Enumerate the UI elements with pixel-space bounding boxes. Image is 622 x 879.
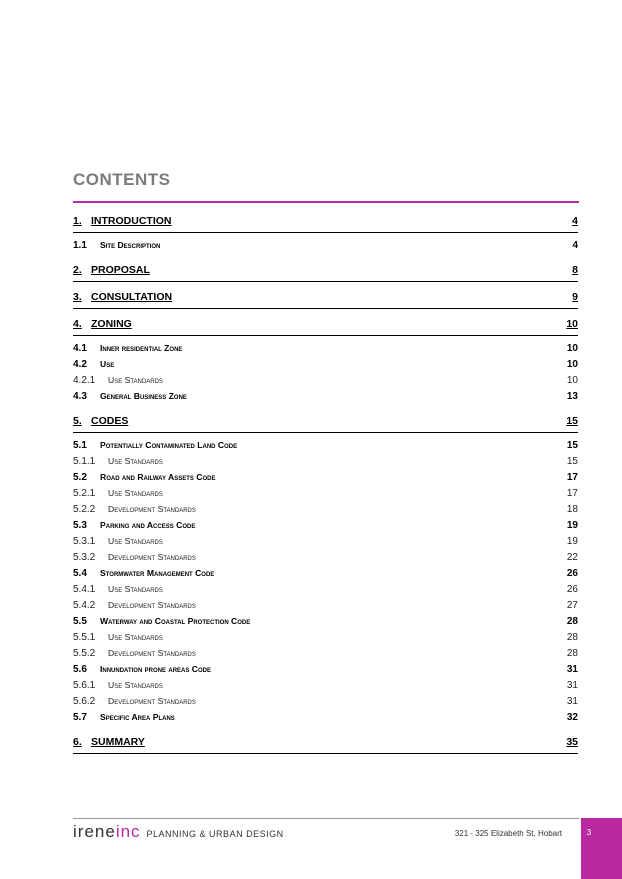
toc-entry-number: 5.2.1 — [73, 488, 96, 499]
toc-entry-title — [73, 581, 163, 598]
toc-entry[interactable] — [73, 259, 578, 282]
toc-entry-text: Use Standards — [108, 456, 163, 466]
toc-entry-page: 15 — [566, 440, 578, 451]
toc-entry-text: Use Standards — [108, 680, 163, 690]
toc-entry[interactable] — [73, 210, 578, 233]
toc-entry-text: Development Standards — [108, 552, 196, 562]
toc-entry[interactable] — [73, 437, 578, 453]
toc-entry[interactable] — [73, 693, 578, 709]
footer-address: 321 - 325 Elizabeth St, Hobart — [454, 829, 562, 838]
toc-entry-text: Use Standards — [108, 632, 163, 642]
toc-entry-text: Development Standards — [108, 504, 196, 514]
toc-entry[interactable] — [73, 453, 578, 469]
toc-entry-title — [73, 501, 196, 518]
toc-entry-title — [73, 549, 196, 566]
toc-entry-text: Innundation prone areas Code — [100, 664, 211, 674]
toc-entry-page: 4 — [572, 240, 578, 251]
toc-entry-page: 17 — [566, 472, 578, 483]
toc-entry-page: 17 — [566, 488, 578, 499]
toc-entry-title — [73, 388, 187, 405]
toc-entry-title — [73, 469, 216, 486]
toc-entry-title — [73, 597, 196, 614]
toc-entry-number: 5.6.1 — [73, 680, 96, 691]
toc-entry-page: 31 — [566, 680, 578, 691]
toc-entry-title — [73, 613, 250, 630]
toc-entry-page: 19 — [566, 520, 578, 531]
toc-entry-number: 2. — [73, 264, 82, 276]
toc-entry-number: 4.2.1 — [73, 375, 96, 386]
toc-entry-number: 4.3 — [73, 391, 87, 402]
toc-entry-title — [73, 517, 195, 534]
toc-entry-number: 5. — [73, 415, 82, 427]
toc-entry[interactable] — [73, 485, 578, 501]
toc-entry[interactable] — [73, 661, 578, 677]
toc-entry-number: 1.1 — [73, 240, 87, 251]
toc-entry-title — [73, 313, 132, 335]
toc-entry-page: 18 — [566, 504, 578, 515]
toc-entry-page: 32 — [566, 712, 578, 723]
toc-entry-number: 4.2 — [73, 359, 87, 370]
toc-entry-text: Road and Railway Assets Code — [100, 472, 216, 482]
toc-entry-title — [73, 693, 196, 710]
toc-entry-number: 5.1.1 — [73, 456, 96, 467]
toc-entry-page: 35 — [566, 736, 578, 748]
toc-entry-number: 5.4.2 — [73, 600, 96, 611]
toc-entry[interactable] — [73, 629, 578, 645]
toc-entry-text: Potentially Contaminated Land Code — [100, 440, 238, 450]
toc-entry-number: 3. — [73, 291, 82, 303]
toc-entry-number: 5.2.2 — [73, 504, 96, 515]
toc-entry[interactable] — [73, 677, 578, 693]
toc-entry-page: 26 — [566, 568, 578, 579]
heading-rule — [73, 201, 579, 203]
toc-entry-title — [73, 356, 114, 373]
toc-entry-page: 10 — [566, 343, 578, 354]
brand-logo — [73, 822, 284, 842]
toc-entry-title — [73, 565, 214, 582]
toc-entry-title — [73, 645, 196, 662]
toc-entry-number: 6. — [73, 736, 82, 748]
toc-entry[interactable] — [73, 340, 578, 356]
toc-entry[interactable] — [73, 469, 578, 485]
toc-entry-number: 5.6.2 — [73, 696, 96, 707]
toc-entry-number: 5.5 — [73, 616, 87, 627]
toc-entry-title — [73, 286, 172, 308]
toc-entry-text: Specific Area Plans — [100, 712, 175, 722]
toc-entry[interactable] — [73, 517, 578, 533]
toc-entry[interactable] — [73, 388, 578, 404]
toc-entry[interactable] — [73, 533, 578, 549]
toc-entry-number: 5.3 — [73, 520, 87, 531]
toc-entry[interactable] — [73, 237, 578, 253]
toc-entry-page: 22 — [566, 552, 578, 563]
toc-entry[interactable] — [73, 356, 578, 372]
toc-entry-text: Site Description — [100, 240, 161, 250]
table-of-contents — [73, 210, 578, 754]
toc-entry-text: Development Standards — [108, 600, 196, 610]
toc-entry-text: Parking and Access Code — [100, 520, 196, 530]
toc-entry-number: 5.7 — [73, 712, 87, 723]
brand-name-part-a: irene — [73, 822, 116, 841]
toc-entry-text: CODES — [91, 415, 129, 427]
toc-entry-text: Development Standards — [108, 648, 196, 658]
toc-entry-title — [73, 629, 163, 646]
toc-entry-text: PROPOSAL — [91, 264, 150, 276]
toc-entry[interactable] — [73, 549, 578, 565]
toc-entry[interactable] — [73, 613, 578, 629]
toc-entry-page: 10 — [566, 359, 578, 370]
toc-entry-text: Inner residential Zone — [100, 343, 183, 353]
toc-entry-page: 10 — [566, 375, 578, 386]
toc-entry-title — [73, 485, 163, 502]
toc-entry-title — [73, 709, 175, 726]
toc-entry-page: 9 — [572, 291, 578, 303]
toc-entry-text: CONSULTATION — [91, 291, 173, 303]
toc-entry-title — [73, 340, 182, 357]
toc-entry-title — [73, 453, 163, 470]
toc-entry-text: Use Standards — [108, 584, 163, 594]
toc-entry-text: Use — [100, 359, 115, 369]
toc-entry-text: Use Standards — [108, 488, 163, 498]
contents-heading: CONTENTS — [73, 170, 171, 189]
toc-entry-title — [73, 661, 211, 678]
toc-entry-number: 4. — [73, 318, 82, 330]
toc-entry-number: 5.1 — [73, 440, 87, 451]
toc-entry[interactable] — [73, 501, 578, 517]
toc-entry-number: 4.1 — [73, 343, 87, 354]
toc-entry-text: ZONING — [91, 318, 132, 330]
toc-entry-title — [73, 410, 128, 432]
toc-entry-page: 31 — [566, 696, 578, 707]
toc-entry-number: 5.5.2 — [73, 648, 96, 659]
toc-entry-title — [73, 372, 163, 389]
toc-entry-text: SUMMARY — [91, 736, 145, 748]
toc-entry-text: Stormwater Management Code — [100, 568, 215, 578]
toc-entry-page: 15 — [566, 456, 578, 467]
toc-entry[interactable] — [73, 565, 578, 581]
toc-entry[interactable] — [73, 581, 578, 597]
toc-entry-title — [73, 259, 150, 281]
page-number: 3 — [586, 828, 592, 837]
toc-entry-page: 15 — [566, 415, 578, 427]
toc-entry[interactable] — [73, 372, 578, 388]
toc-entry-text: General Business Zone — [100, 391, 187, 401]
toc-entry-page: 8 — [572, 264, 578, 276]
toc-entry-number: 5.6 — [73, 664, 87, 675]
toc-entry[interactable] — [73, 709, 578, 725]
toc-entry-number: 5.5.1 — [73, 632, 96, 643]
toc-entry-number: 5.3.1 — [73, 536, 96, 547]
toc-entry-title — [73, 437, 237, 454]
toc-entry-title — [73, 731, 145, 753]
toc-entry-text: Waterway and Coastal Protection Code — [100, 616, 251, 626]
toc-entry-title — [73, 210, 172, 232]
toc-entry-number: 5.4 — [73, 568, 87, 579]
toc-entry-number: 5.3.2 — [73, 552, 96, 563]
toc-entry[interactable] — [73, 286, 578, 309]
toc-entry-number: 5.4.1 — [73, 584, 96, 595]
toc-entry-title — [73, 237, 160, 254]
brand-tagline: PLANNING & URBAN DESIGN — [146, 829, 284, 839]
brand-name-part-b: inc — [115, 822, 141, 841]
footer-rule — [73, 818, 579, 819]
toc-entry-text: Use Standards — [108, 375, 163, 385]
toc-entry-page: 19 — [566, 536, 578, 547]
page-number-box — [581, 818, 622, 879]
toc-entry-page: 10 — [566, 318, 578, 330]
toc-entry[interactable] — [73, 731, 578, 754]
toc-entry-page: 26 — [566, 584, 578, 595]
toc-entry[interactable] — [73, 313, 578, 336]
toc-entry-number: 1. — [73, 215, 82, 227]
toc-entry-page: 28 — [566, 648, 578, 659]
toc-entry-text: Development Standards — [108, 696, 196, 706]
toc-entry[interactable] — [73, 410, 578, 433]
toc-entry-text: INTRODUCTION — [91, 215, 172, 227]
toc-entry-page: 13 — [566, 391, 578, 402]
toc-entry[interactable] — [73, 645, 578, 661]
toc-entry-title — [73, 533, 163, 550]
toc-entry-title — [73, 677, 163, 694]
toc-entry-page: 28 — [566, 632, 578, 643]
toc-entry-number: 5.2 — [73, 472, 87, 483]
toc-entry-page: 27 — [566, 600, 578, 611]
toc-entry[interactable] — [73, 597, 578, 613]
toc-entry-page: 28 — [566, 616, 578, 627]
toc-entry-page: 31 — [566, 664, 578, 675]
toc-entry-text: Use Standards — [108, 536, 163, 546]
toc-entry-page: 4 — [572, 215, 578, 227]
